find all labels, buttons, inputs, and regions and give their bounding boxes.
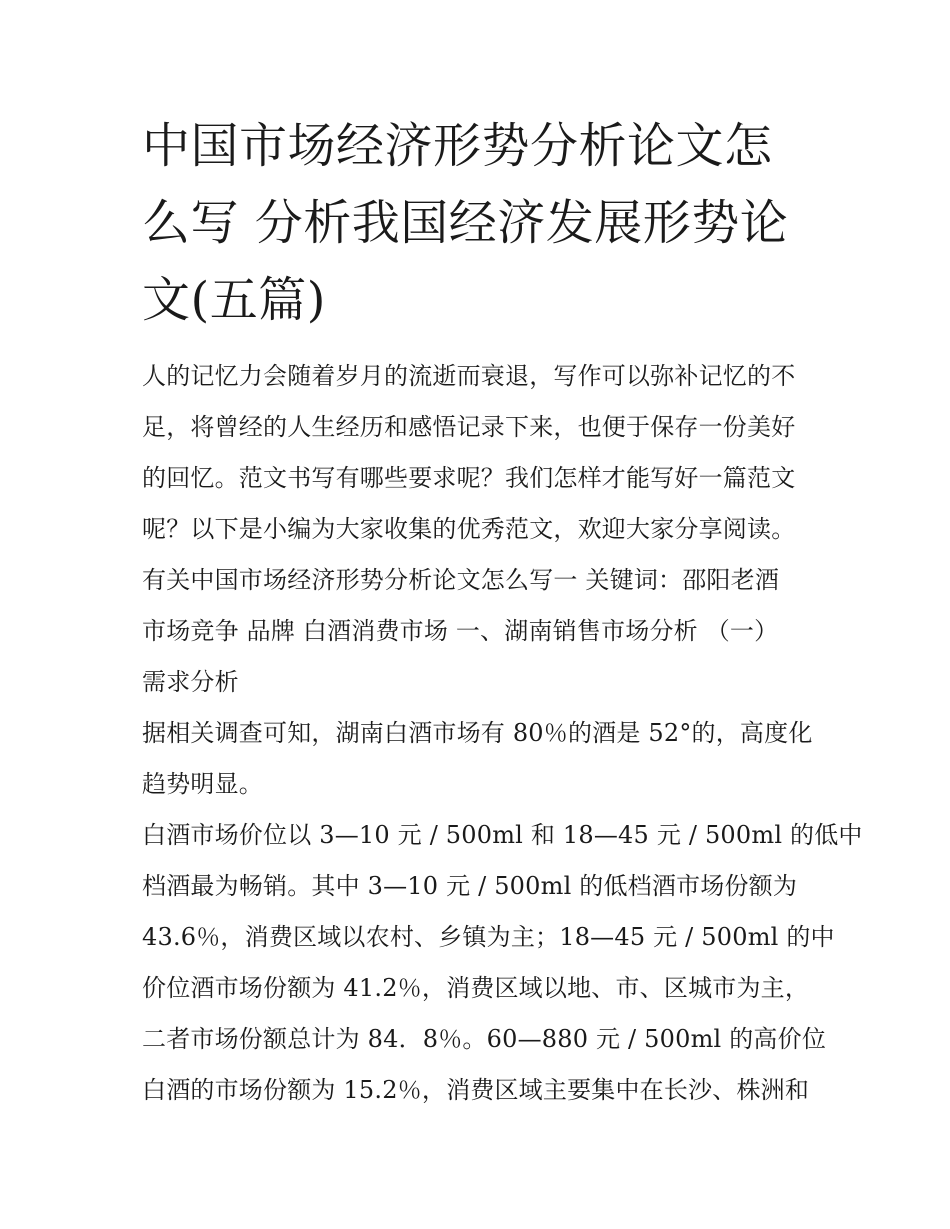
- paragraph-survey: [142, 708, 814, 810]
- text-line: 人的记忆力会随着岁月的流逝而衰退，写作可以弥补记忆的不: [142, 362, 796, 390]
- text-line: 白酒的市场份额为 15.2％，消费区域主要集中在长沙、株洲和: [142, 1076, 810, 1104]
- title-line: 么写 分析我国经济发展形势论: [142, 195, 789, 251]
- paragraph-keywords: [142, 555, 814, 708]
- title-line: 中国市场经济形势分析论文怎: [142, 118, 773, 174]
- text-line: 档酒最为畅销。其中 3—10 元 / 500ml 的低档酒市场份额为: [142, 872, 798, 900]
- text-line: 市场竞争 品牌 白酒消费市场 一、湖南销售市场分析 （一）: [142, 617, 779, 645]
- text-line: 据相关调查可知，湖南白酒市场有 80％的酒是 52°的，高度化: [142, 719, 813, 747]
- text-line: 足，将曾经的人生经历和感悟记录下来，也便于保存一份美好: [142, 413, 796, 441]
- text-line: 价位酒市场份额为 41.2％，消费区域以地、市、区城市为主，: [142, 974, 810, 1002]
- document-page: [142, 108, 863, 1116]
- text-line: 二者市场份额总计为 84．8％。60—880 元 / 500ml 的高价位: [142, 1025, 827, 1053]
- text-line: 的回忆。范文书写有哪些要求呢？我们怎样才能写好一篇范文: [142, 464, 796, 492]
- title-line: 文(五篇): [142, 272, 326, 328]
- paragraph-intro: [142, 351, 814, 555]
- text-line: 白酒市场价位以 3—10 元 / 500ml 和 18—45 元 / 500ml 的低中: [142, 821, 863, 849]
- text-line: 有关中国市场经济形势分析论文怎么写一 关键词：邵阳老酒: [142, 566, 780, 594]
- document-body: [142, 351, 863, 1116]
- paragraph-price: [142, 810, 863, 1116]
- text-line: 趋势明显。: [142, 770, 263, 798]
- document-title: [142, 108, 814, 339]
- text-line: 呢？以下是小编为大家收集的优秀范文，欢迎大家分享阅读。: [142, 515, 796, 543]
- text-line: 需求分析: [142, 668, 239, 696]
- text-line: 43.6％，消费区域以农村、乡镇为主；18—45 元 / 500ml 的中: [142, 923, 835, 951]
